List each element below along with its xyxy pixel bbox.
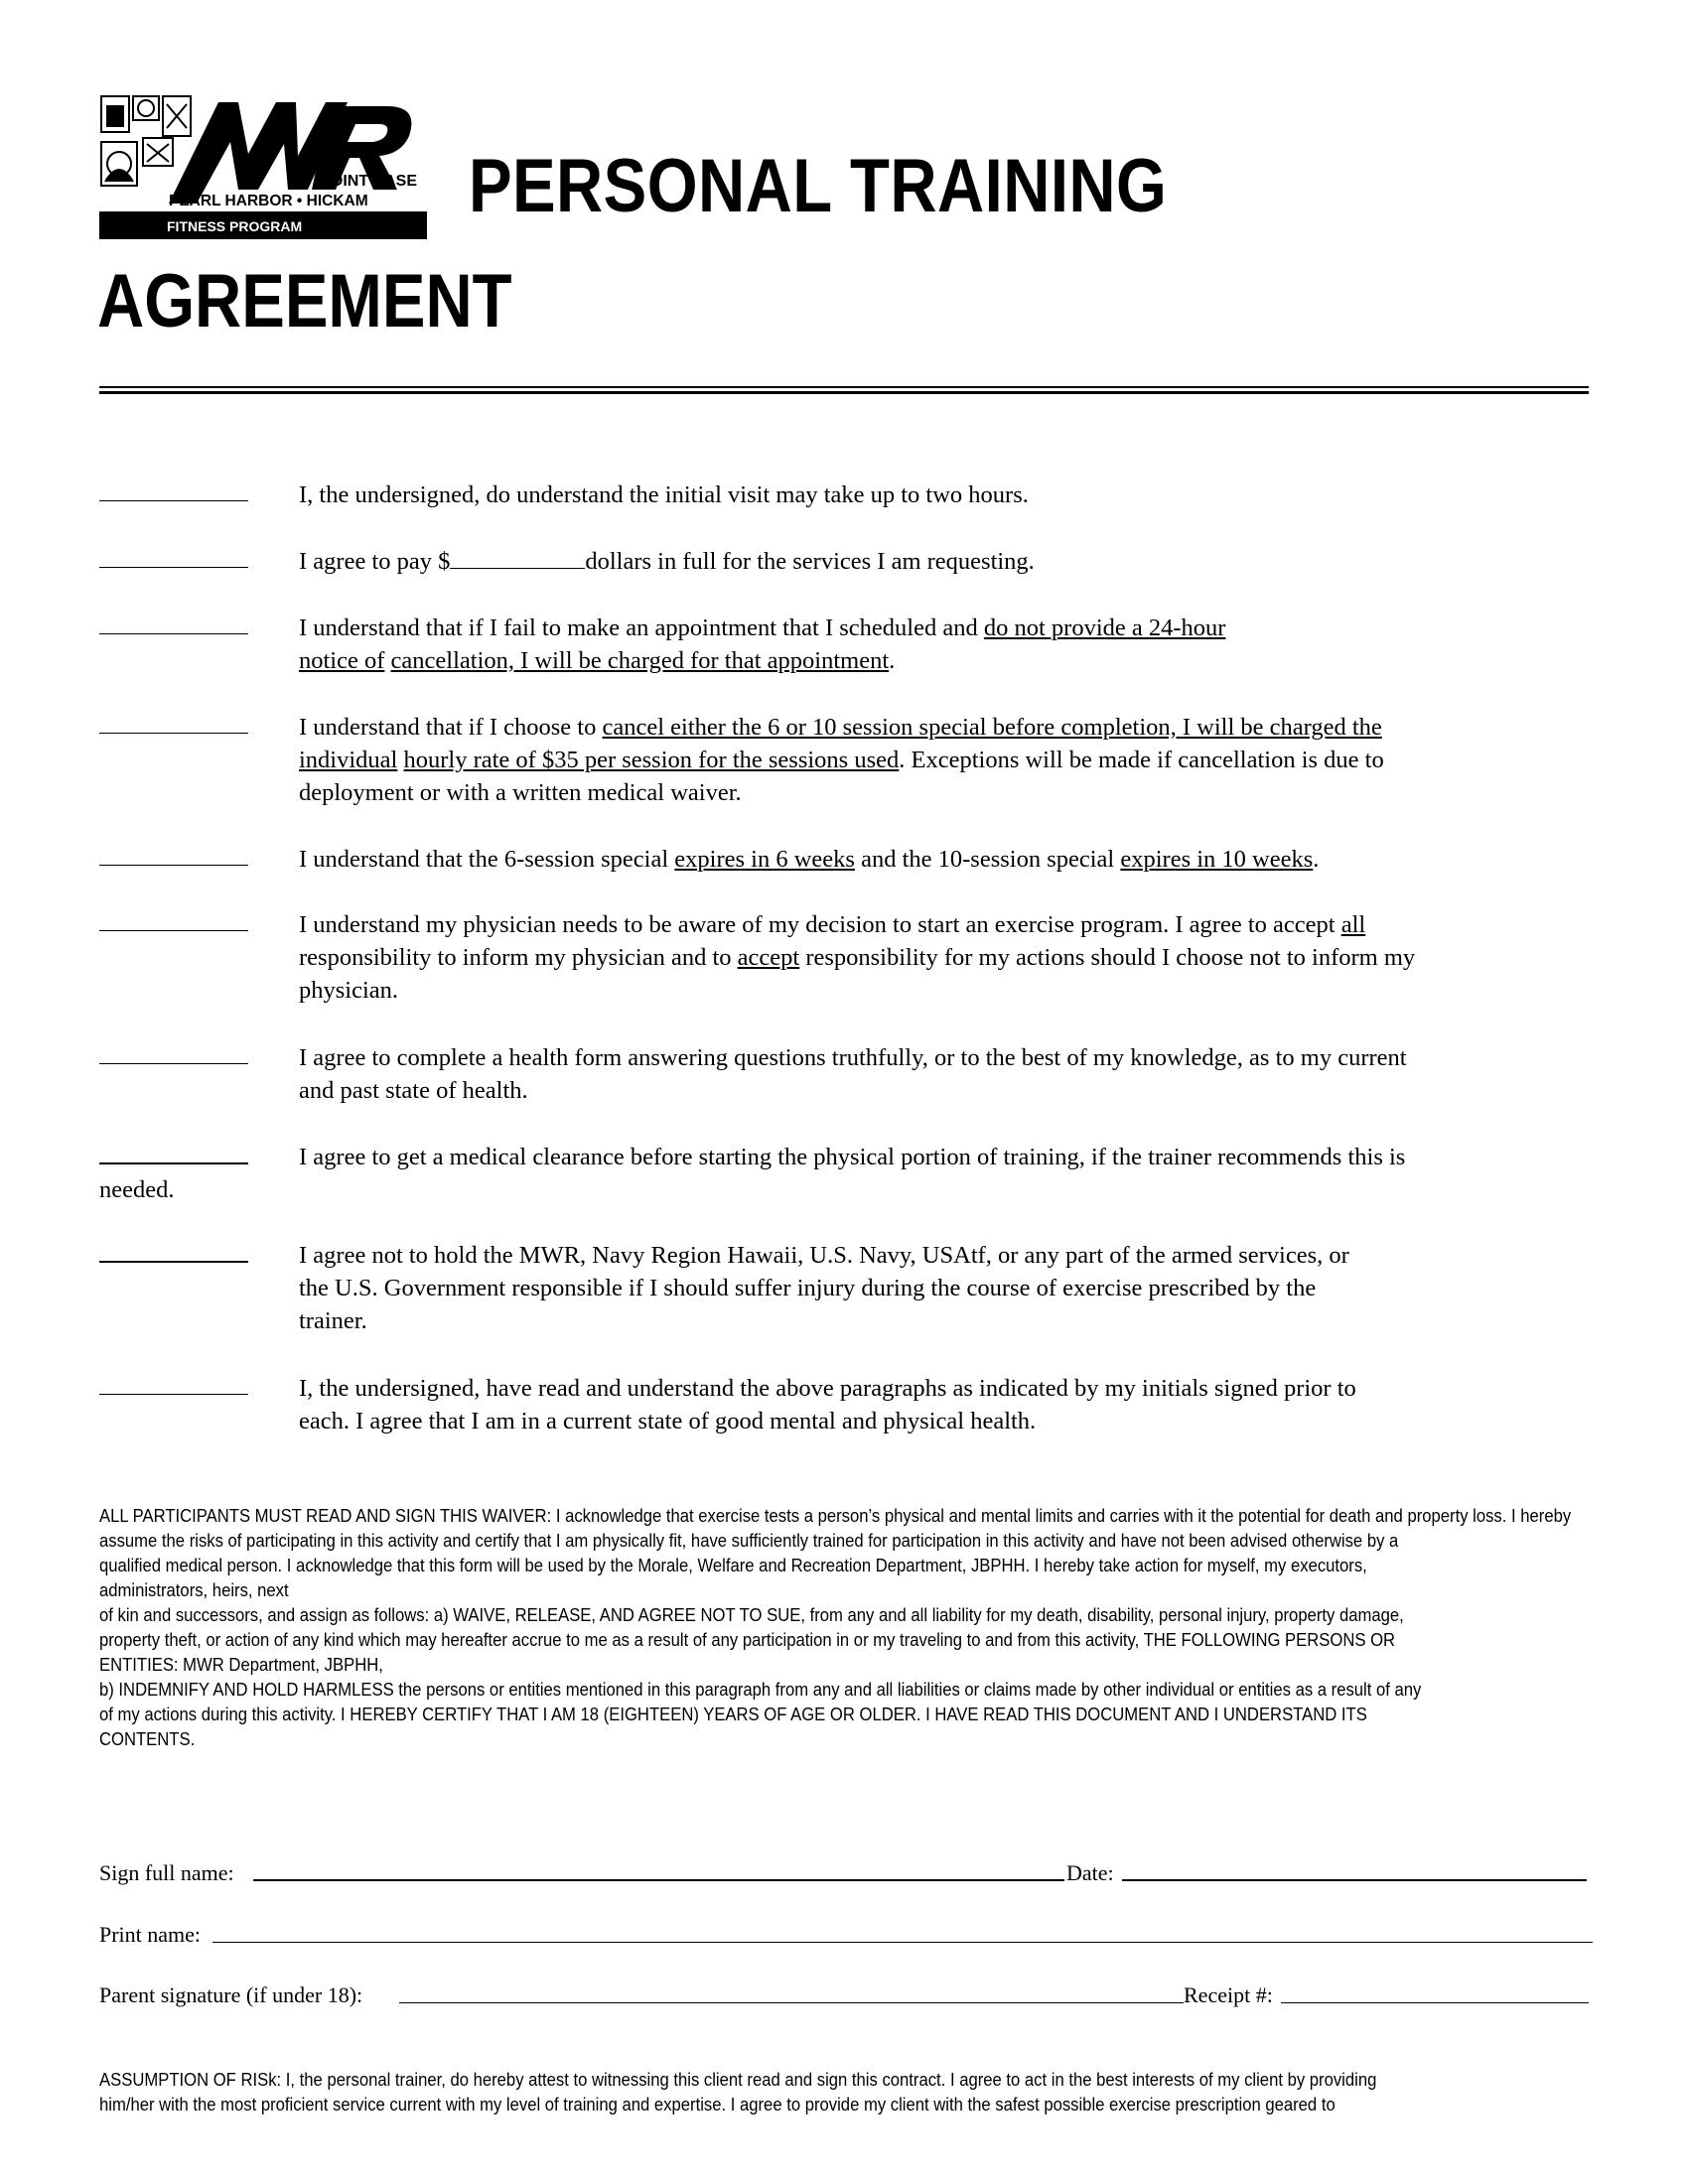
header-rule-top <box>99 386 1589 388</box>
item-text: I agree not to hold the MWR, Navy Region Hawaii, U.S. Navy, USAtf, or any part of the armed services, or the U.S. Government responsible if I should suffer injury during the course of exercise prescribed by the trainer. <box>299 1242 1349 1334</box>
logo-letters <box>169 102 417 204</box>
item-text: I understand my physician needs to be aware of my decision to start an exercise program. I agree to accept all responsibility to inform my physician and to accept responsibility for my actions should I choose not to inform my physician. <box>299 911 1416 1004</box>
item-text: I understand that the 6-session special expires in 6 weeks and the 10-session special expires in 10 weeks. <box>299 846 1320 873</box>
item-text: I, the undersigned, do understand the initial visit may take up to two hours. <box>299 481 1029 508</box>
page-title: PERSONAL TRAINING <box>469 144 1168 228</box>
initials-blank[interactable] <box>99 1394 248 1395</box>
logo-line2: PEARL HARBOR • HICKAM <box>169 193 368 209</box>
initials-blank[interactable] <box>99 1261 248 1263</box>
initials-blank[interactable] <box>99 1063 248 1064</box>
parent-signature-field[interactable] <box>399 2002 1184 2003</box>
receipt-field[interactable] <box>1281 2002 1589 2003</box>
mwr-logo <box>99 94 427 243</box>
item-text: I agree to get a medical clearance before starting the physical portion of training, if the trainer recommends this is <box>299 1144 1406 1170</box>
date-label: Date: <box>1066 1860 1114 1885</box>
item-text: I agree to complete a health form answering questions truthfully, or to the best of my knowledge, as to my current and past state of health. <box>299 1044 1407 1104</box>
waiver-text: ALL PARTICIPANTS MUST READ AND SIGN THIS WAIVER: I acknowledge that exercise tests a person’s physical and mental limits and carries with it the potential for death and property loss. I hereby assume the risks of participating in this activity and certify that I am physically fit, have sufficiently trained for participation in this activity and have not been advised otherwise by a qualified medical person. I acknowledge that this form will be used by the Morale, Welfare and Recreation Department, JBPHH. I hereby take action for myself, my executors, administrators, heirs, next of kin and successors, and assign as follows: a) WAIVE, RELEASE, AND AGREE NOT TO SUE, from any and all liability for my death, disability, personal injury, property damage, property theft, or action of any kind which may hereafter accrue to me as a result of any participation in or my traveling to and from this activity, THE FOLLOWING PERSONS OR ENTITIES: MWR Department, JBPHH, b) INDEMNIFY AND HOLD HARMLESS the persons or entities mentioned in this paragraph from any and all liabilities or claims made by other individual or entities as a result of any of my actions during this activity. I HEREBY CERTIFY THAT I AM 18 (EIGHTEEN) YEARS OF AGE OR OLDER. I HAVE READ THIS DOCUMENT AND I UNDERSTAND ITS CONTENTS. <box>99 1505 1572 1749</box>
initials-blank[interactable] <box>99 865 248 866</box>
initials-blank[interactable] <box>99 733 248 734</box>
print-name-field[interactable] <box>212 1942 1593 1943</box>
sign-name-label: Sign full name: <box>99 1860 234 1885</box>
sign-name-field[interactable] <box>253 1879 1064 1881</box>
initials-blank[interactable] <box>99 1162 248 1164</box>
initials-blank[interactable] <box>99 930 248 931</box>
logo-line1: JOINT BASE <box>321 173 417 190</box>
initials-blank[interactable] <box>99 633 248 634</box>
item-text: I understand that if I fail to make an appointment that I scheduled and do not provide a 24-hour notice of cancellation, I will be charged for that appointment. <box>299 614 1226 674</box>
print-name-label: Print name: <box>99 1922 202 1947</box>
item-text: I, the undersigned, have read and understand the above paragraphs as indicated by my initials signed prior to each. I agree that I am in a current state of good mental and physical health. <box>299 1375 1356 1434</box>
page-title-line2: AGREEMENT <box>97 259 512 343</box>
logo-line3: FITNESS PROGRAM <box>167 218 303 234</box>
logo-icons <box>101 96 191 186</box>
item-text: I understand that if I choose to cancel either the 6 or 10 session special before completion, I will be charged the individual hourly rate of $35 per session for the sessions used. Exceptions will be made if cancellation is due to deployment or with a written medical waiver. <box>299 714 1384 806</box>
assumption-of-risk-text: ASSUMPTION OF RISk: I, the personal trainer, do hereby attest to witnessing this client read and sign this contract. I agree to act in the best interests of my client by providing him/her with the most proficient service current with my level of training and expertise. I agree to provide my client with the safest possible exercise prescription geared to <box>99 2069 1377 2115</box>
parent-signature-label: Parent signature (if under 18): <box>99 1982 363 2007</box>
receipt-label: Receipt #: <box>1184 1982 1273 2007</box>
date-field[interactable] <box>1122 1879 1587 1881</box>
amount-blank[interactable] <box>450 548 585 569</box>
item-text-continued: needed. <box>99 1176 175 1203</box>
item-text: I agree to pay $ dollars in full for the services I am requesting. <box>299 548 1035 575</box>
initials-blank[interactable] <box>99 567 248 568</box>
header-rule-bottom <box>99 391 1589 394</box>
initials-blank[interactable] <box>99 500 248 501</box>
